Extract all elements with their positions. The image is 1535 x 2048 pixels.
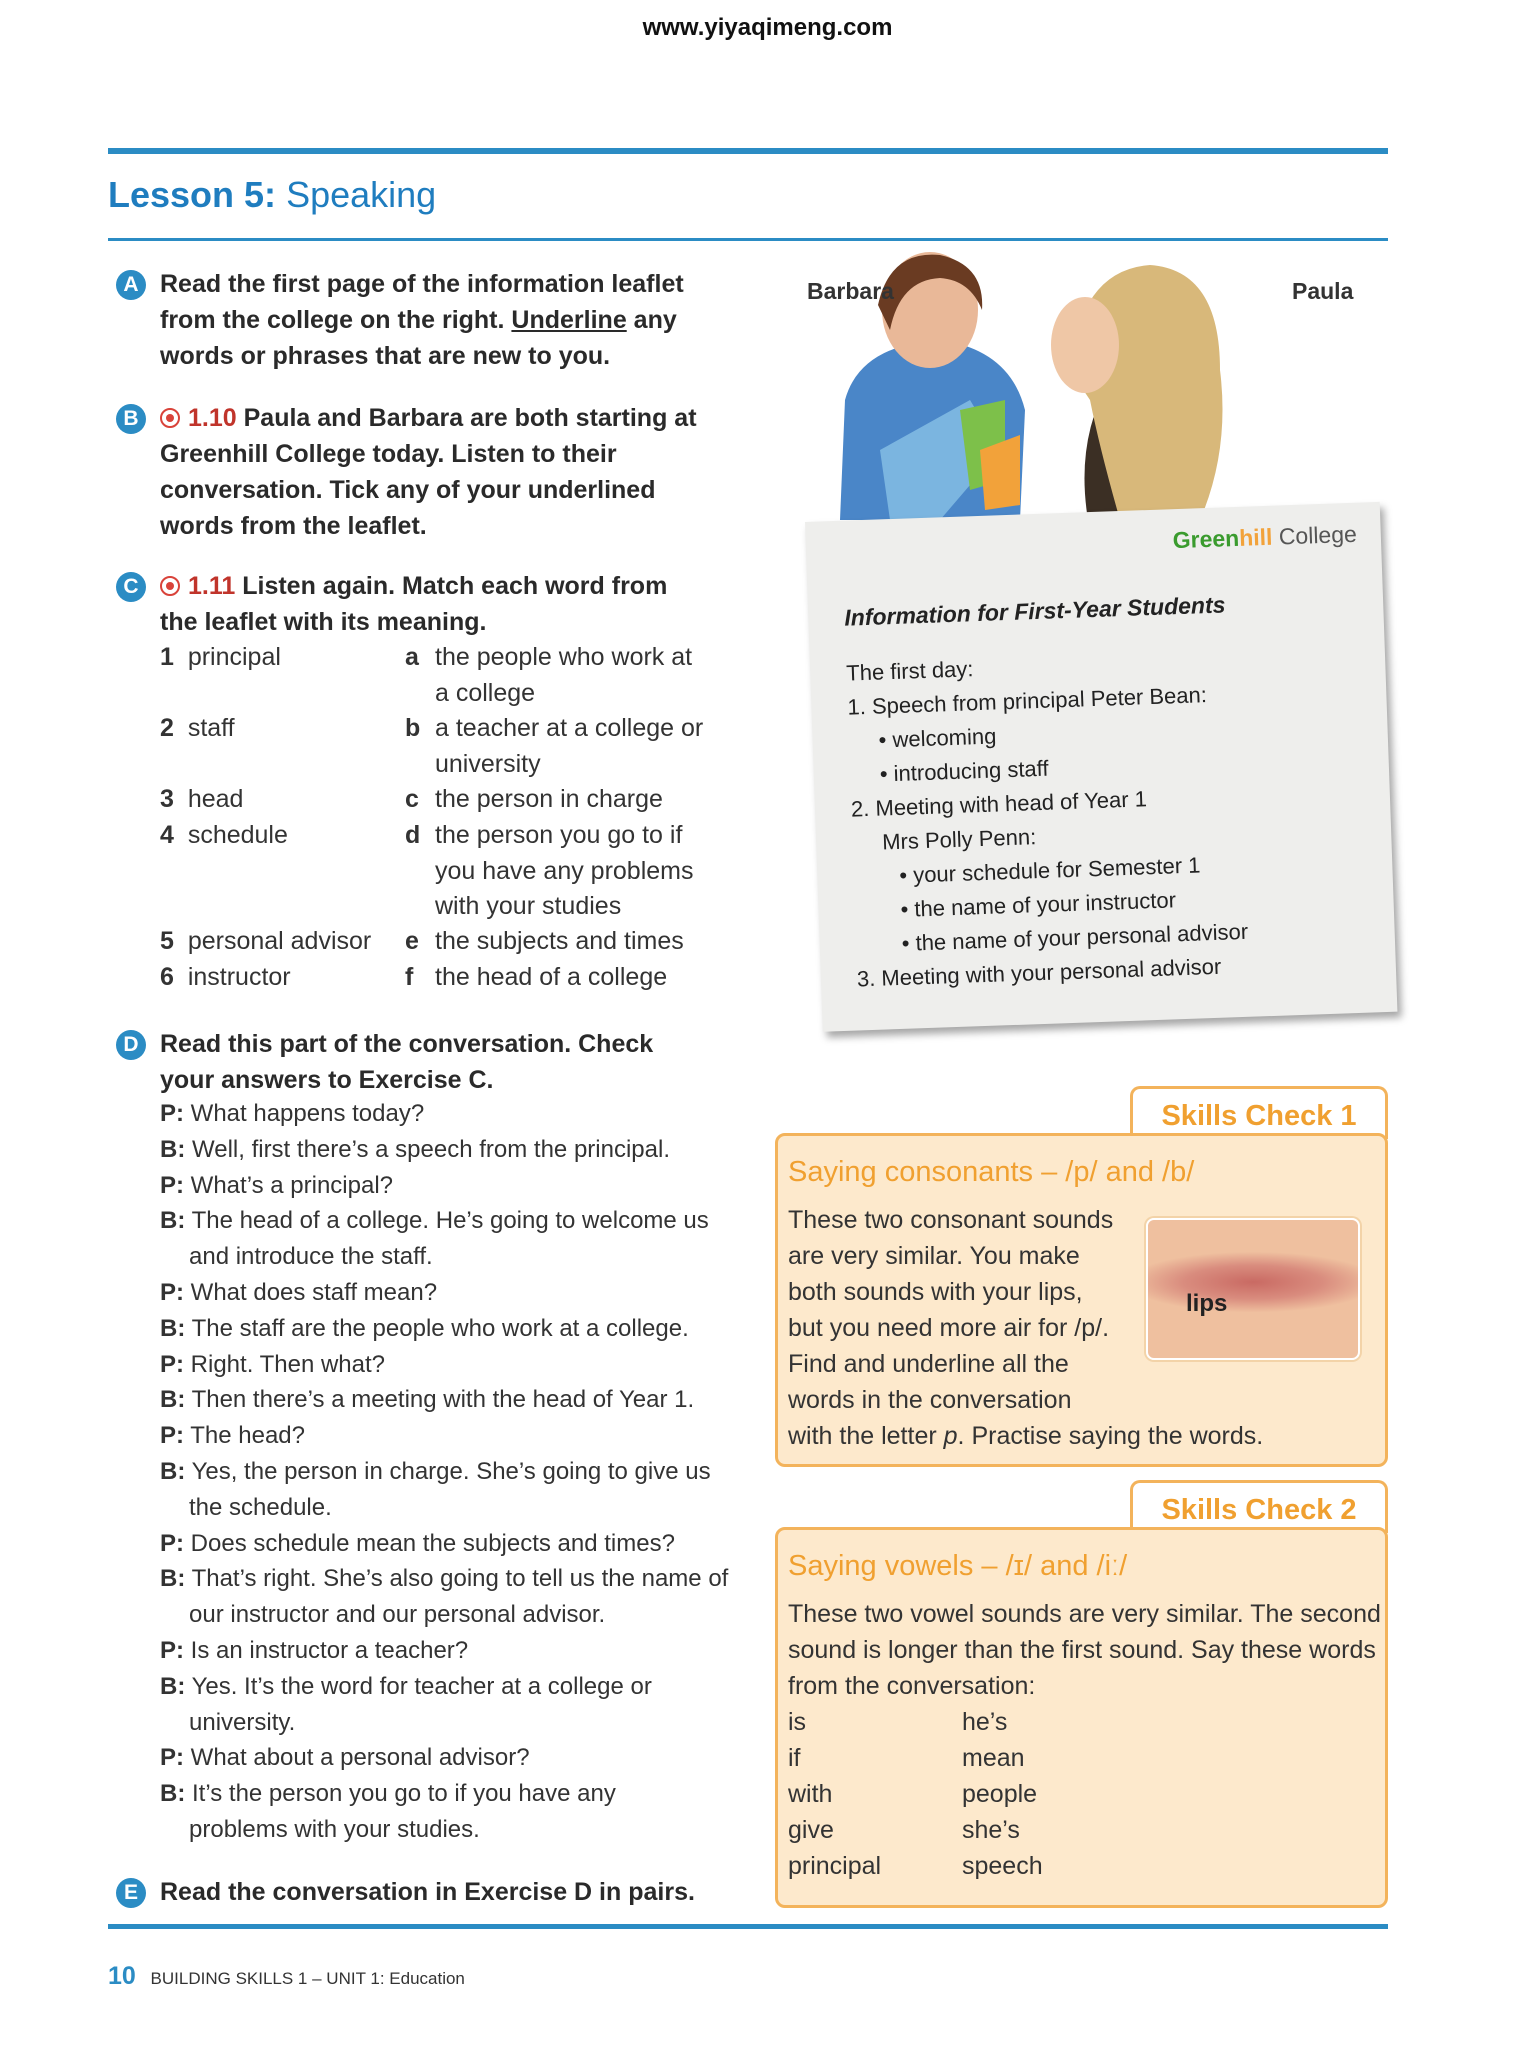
conversation bbox=[160, 1096, 740, 1848]
watermark: www.yiyaqimeng.com bbox=[642, 14, 893, 41]
exercise-b-track: 1.10 bbox=[188, 404, 237, 432]
audio-cd-icon[interactable] bbox=[160, 408, 180, 428]
footer-text: BUILDING SKILLS 1 – UNIT 1: Education bbox=[150, 1969, 465, 1988]
list-item: 2 staff bbox=[160, 714, 235, 742]
vowel-word-list-1 bbox=[788, 1704, 881, 1884]
college-logo: Greenhill College bbox=[1172, 520, 1358, 554]
dialog-line: P: Right. Then what? bbox=[160, 1350, 386, 1378]
list-item: 4 schedule bbox=[160, 821, 288, 849]
skills-check-2-body: These two vowel sounds are very similar. The second sound is longer than the first sound. Say these words from the conversation: bbox=[788, 1600, 1381, 1700]
exercise-c-text: 1.11 Listen again. Match each word from the leaflet with its meaning. bbox=[160, 572, 668, 636]
list-item: people bbox=[962, 1780, 1038, 1808]
list-item: give bbox=[788, 1816, 834, 1844]
exercise-d-text: Read this part of the conversation. Check your answers to Exercise C. bbox=[160, 1030, 654, 1094]
exercise-a-line-2: from the college on the right. Underline any bbox=[160, 306, 677, 334]
skills-check-2-title: Saying vowels – /ɪ/ and /iː/ bbox=[788, 1550, 1128, 1582]
photo-label-paula: Paula bbox=[1292, 278, 1354, 304]
list-item: a the people who work at a college bbox=[405, 643, 693, 707]
page-number: 10 bbox=[108, 1962, 136, 1990]
exercise-e-badge: E bbox=[116, 1878, 146, 1908]
dialog-line: B: It’s the person you go to if you have any problems with your studies. bbox=[160, 1780, 616, 1843]
lips-photo-label: lips bbox=[1186, 1290, 1228, 1317]
lesson-label: Lesson 5: bbox=[108, 174, 277, 215]
list-item: f the head of a college bbox=[405, 963, 668, 991]
skills-check-1-tab: Skills Check 1 bbox=[1130, 1086, 1388, 1139]
dialog-line: B: Then there’s a meeting with the head of Year 1. bbox=[160, 1386, 695, 1414]
skills-check-1-body: These two consonant sounds are very similar. You make both sounds with your lips, but you need more air for /p/. Find and underline all the words in the conversation with the letter p. Practise saying the words. bbox=[788, 1206, 1264, 1450]
dialog-line: B: That’s right. She’s also going to tell us the name of our instructor and our personal advisor. bbox=[160, 1565, 729, 1629]
exercise-a-badge: A bbox=[116, 270, 146, 300]
lips-photo bbox=[1146, 1218, 1360, 1360]
list-item: he’s bbox=[962, 1708, 1008, 1736]
list-item: 5 personal advisor bbox=[160, 927, 372, 955]
list-item: e the subjects and times bbox=[405, 927, 684, 955]
skills-check-2-tab: Skills Check 2 bbox=[1130, 1480, 1388, 1533]
dialog-line: P: What happens today? bbox=[160, 1100, 425, 1127]
list-item: if bbox=[788, 1744, 801, 1772]
audio-cd-icon[interactable] bbox=[160, 576, 180, 596]
list-item: 1 principal bbox=[160, 643, 281, 671]
exercise-a-line-3: words or phrases that are new to you. bbox=[160, 342, 611, 370]
title-rule bbox=[108, 238, 1388, 241]
exercise-d-badge: D bbox=[116, 1030, 146, 1060]
leaflet-heading: Information for First-Year Students bbox=[843, 591, 1226, 631]
dialog-line: P: The head? bbox=[160, 1422, 305, 1450]
dialog-line: B: Yes. It’s the word for teacher at a college or university. bbox=[160, 1672, 652, 1736]
list-item: c the person in charge bbox=[405, 785, 663, 813]
leaflet-body: The first day: 1. Speech from principal Peter Bean: • welcoming • introducing staff 2. Meeting with head of Year 1 Mrs Polly Penn: • your schedule for Semester 1 • the name of your instructor • the name of your personal advisor 3. Meeting with your personal advisor bbox=[845, 656, 1249, 992]
skills-check-2-box bbox=[775, 1527, 1388, 1908]
list-item: speech bbox=[962, 1852, 1043, 1880]
lesson-title bbox=[108, 174, 436, 216]
list-item: d the person you go to if you have any problems with your studies bbox=[405, 821, 694, 920]
list-item: she’s bbox=[962, 1816, 1020, 1844]
exercise-b-badge: B bbox=[116, 404, 146, 434]
exercise-a-line-1: Read the first page of the information leaflet bbox=[160, 270, 684, 298]
exercise-e-text: Read the conversation in Exercise D in pairs. bbox=[160, 1878, 695, 1906]
exercise-c-track: 1.11 bbox=[188, 572, 236, 600]
dialog-line: B: Yes, the person in charge. She’s going to give us the schedule. bbox=[160, 1457, 711, 1521]
dialog-line: B: The head of a college. He’s going to welcome us and introduce the staff. bbox=[160, 1207, 709, 1271]
dialog-line: B: Well, first there’s a speech from the principal. bbox=[160, 1135, 670, 1163]
dialog-line: B: The staff are the people who work at a college. bbox=[160, 1314, 689, 1342]
list-item: with bbox=[788, 1780, 833, 1808]
page-footer bbox=[108, 1962, 465, 1991]
list-item: mean bbox=[962, 1744, 1025, 1772]
list-item: is bbox=[788, 1708, 807, 1736]
exercise-c-badge: C bbox=[116, 572, 146, 602]
dialog-line: P: What’s a principal? bbox=[160, 1171, 393, 1199]
list-item: principal bbox=[788, 1852, 882, 1880]
dialog-line: P: What does staff mean? bbox=[160, 1278, 438, 1306]
photo-label-barbara: Barbara bbox=[807, 278, 894, 304]
information-leaflet bbox=[805, 502, 1397, 1032]
dialog-line: P: Does schedule mean the subjects and times? bbox=[160, 1529, 675, 1557]
vowel-word-list-2 bbox=[962, 1704, 1043, 1884]
list-item: 3 head bbox=[160, 785, 244, 813]
top-rule bbox=[108, 148, 1388, 154]
skills-check-1-box bbox=[775, 1133, 1388, 1467]
students-photo bbox=[807, 250, 1360, 520]
lesson-topic: Speaking bbox=[286, 174, 437, 215]
exercise-a-text bbox=[160, 266, 740, 374]
list-item: 6 instructor bbox=[160, 963, 291, 991]
students-photo-illustration bbox=[820, 250, 1360, 520]
bottom-rule bbox=[108, 1924, 1388, 1929]
list-item: b a teacher at a college or university bbox=[405, 714, 704, 778]
dialog-line: P: What about a personal advisor? bbox=[160, 1744, 530, 1772]
skills-check-1-title: Saying consonants – /p/ and /b/ bbox=[788, 1156, 1195, 1188]
dialog-line: P: Is an instructor a teacher? bbox=[160, 1636, 469, 1664]
exercise-b-text: 1.10 Paula and Barbara are both starting at Greenhill College today. Listen to their conversation. Tick any of your underlined words from the leaflet. bbox=[160, 404, 697, 540]
